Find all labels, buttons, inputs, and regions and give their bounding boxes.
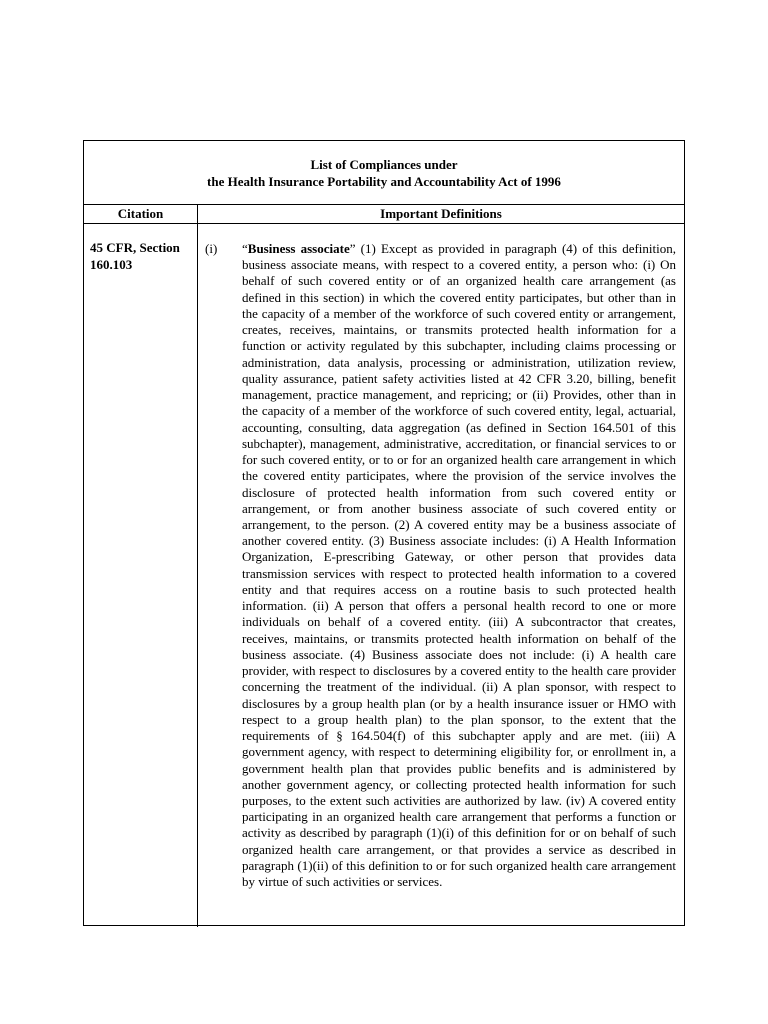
- column-divider: [197, 205, 198, 927]
- table-title: [84, 141, 684, 205]
- compliance-table: [83, 140, 685, 926]
- title-line-2: the Health Insurance Portability and Accountability Act of 1996: [207, 174, 561, 189]
- close-quote: ”: [349, 241, 356, 256]
- open-quote: “: [242, 241, 248, 256]
- title-line-1: List of Compliances under: [310, 157, 458, 172]
- citation-cell: 45 CFR, Section 160.103: [90, 240, 180, 272]
- citation-column-header: Citation: [117, 206, 164, 221]
- definitions-column-header: Important Definitions: [380, 206, 502, 221]
- table-header-row: [84, 205, 684, 224]
- item-number: (i): [205, 241, 218, 256]
- defined-term: Business associate: [247, 241, 350, 256]
- definition-cell: [242, 241, 676, 890]
- definition-body: (1) Except as provided in paragraph (4) of this definition, business associate means, with respect to a covered entity, a person who: (i) On behalf of such covered entity or of an organized health care arrangement (as defined in this section) in which the covered entity participates, but other than in the capacity of a member of the workforce of such covered entity or arrangement, creates, receives, maintains, or transmits protected health information for a function or activity regulated by this subchapter, including claims processing or administration, data analysis, processing or administration, utilization review, quality assurance, patient safety activities listed at 42 CFR 3.20, billing, benefit management, practice management, and repricing; or (ii) Provides, other than in the capacity of a member of the workforce of such covered entity, legal, actuarial, accounting, consulting, data aggregation (as defined in Section 164.501 of this subchapter), management, administrative, accreditation, or financial services to or for such covered entity, or to or for an organized health care arrangement in which the covered entity participates, where the provision of the service involves the disclosure of protected health information from such covered entity or arrangement, or from another business associate of such covered entity or arrangement, to the person. (2) A covered entity may be a business associate of another covered entity. (3) Business associate includes: (i) A Health Information Organization, E-prescribing Gateway, or other person that provides data transmission services with respect to protected health information to a covered entity and that requires access on a routine basis to such protected health information. (ii) A person that offers a personal health record to one or more individuals on behalf of a covered entity. (iii) A subcontractor that creates, receives, maintains, or transmits protected health information on behalf of the business associate. (4) Business associate does not include: (i) A health care provider, with respect to disclosures by a covered entity to the health care provider concerning the treatment of the individual. (ii) A plan sponsor, with respect to disclosures by a group health plan (or by a health insurance issuer or HMO with respect to a group health plan) to the plan sponsor, to the extent that the requirements of § 164.504(f) of this subchapter apply and are met. (iii) A government agency, with respect to determining eligibility for, or enrollment in, a government health plan that provides public benefits and is administered by another government agency, or collecting protected health information for such purposes, to the extent such activities are authorized by law. (iv) A covered entity participating in an organized health care arrangement that performs a function or activity as described by paragraph (1)(i) of this definition for or on behalf of such organized health care arrangement, or that provides a service as described in paragraph (1)(ii) of this definition to or for such organized health care arrangement by virtue of such activities or services.: [242, 241, 677, 890]
